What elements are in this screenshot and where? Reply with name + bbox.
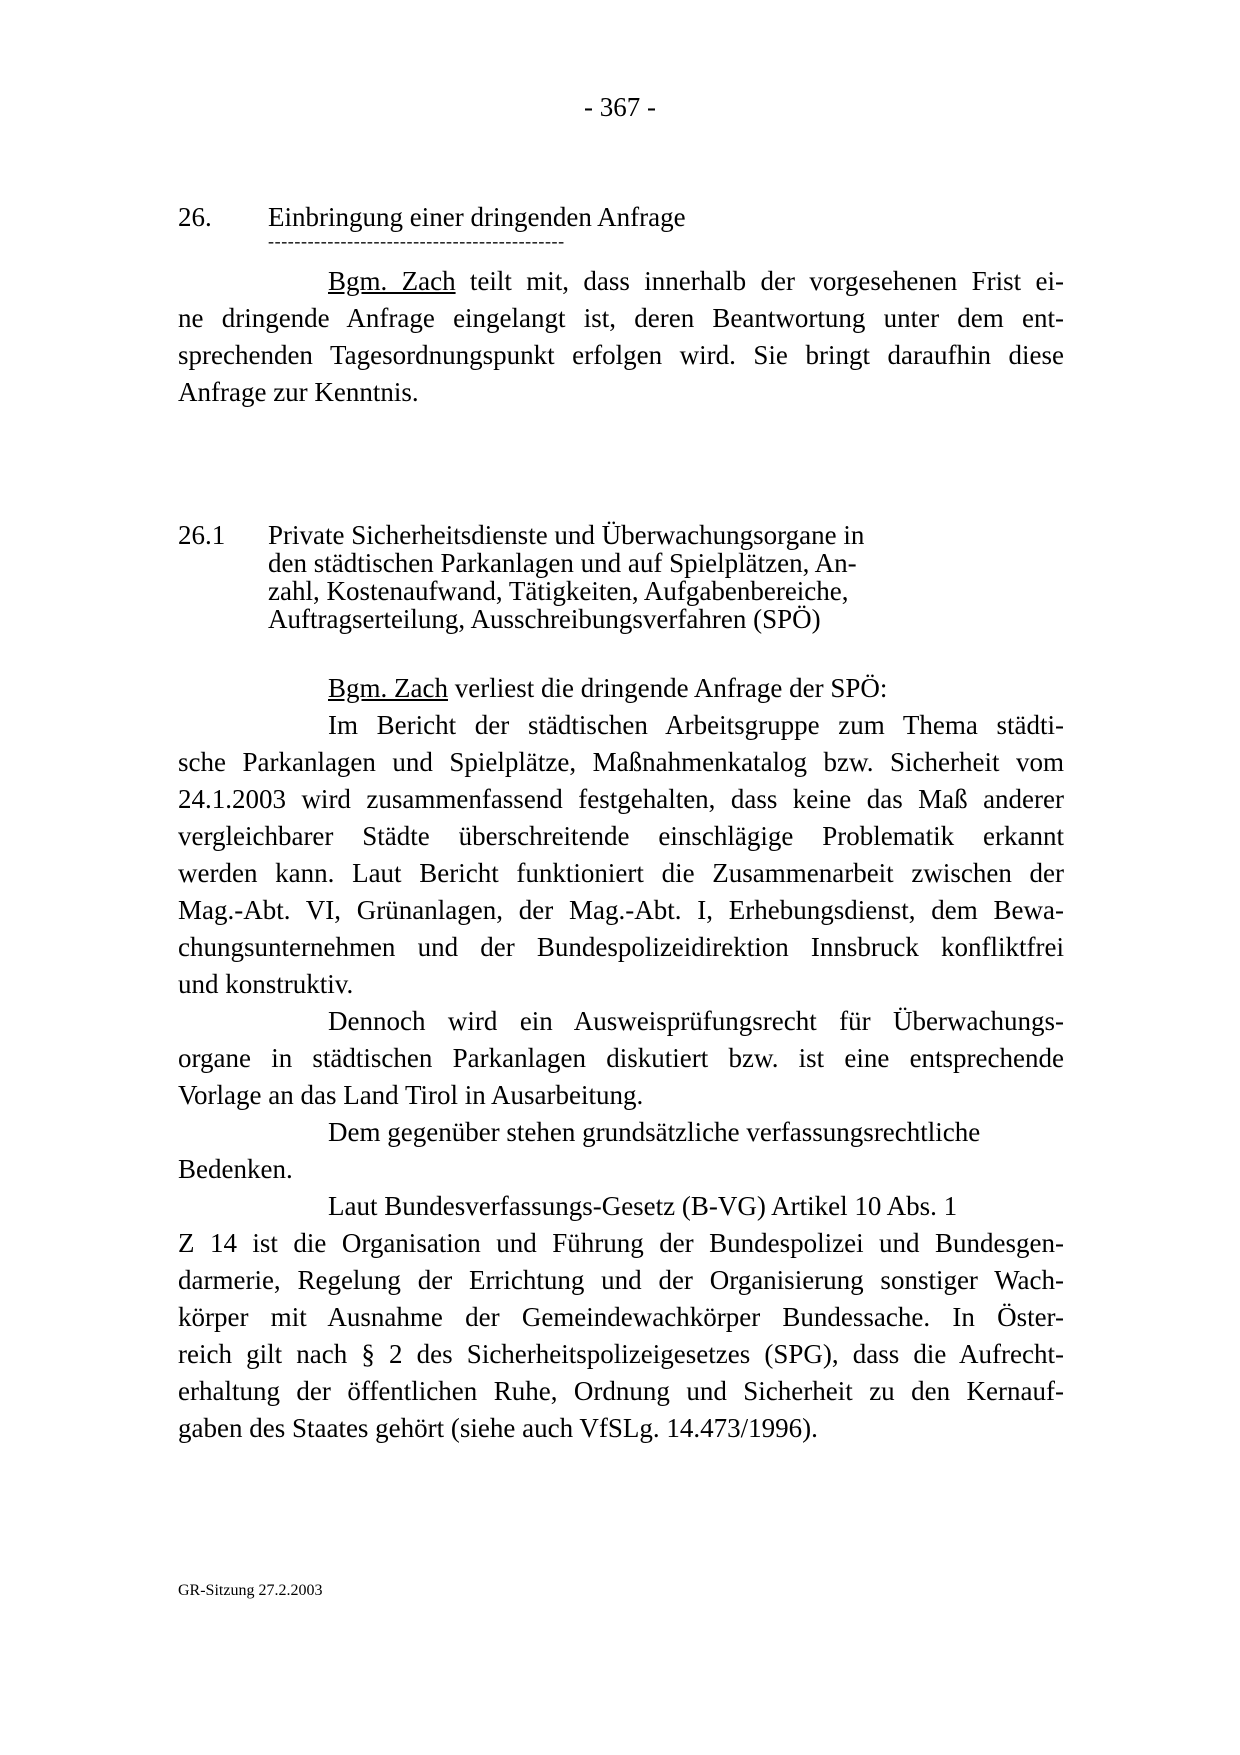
paragraph-line: Laut Bundesverfassungs-Gesetz (B-VG) Artikel 10 Abs. 1 [328,1191,958,1221]
paragraph-line: Bgm. Zach verliest die dringende Anfrage der SPÖ: [328,673,888,703]
paragraph-line: Dem gegenüber stehen grundsätzliche verfassungsrechtliche [328,1117,981,1147]
paragraph-line: Z 14 ist die Organisation und Führung der Bundespolizei und Bundesgen- [178,1228,1064,1258]
page-footer: GR-Sitzung 27.2.2003 [178,1582,323,1599]
paragraph-line: werden kann. Laut Bericht funktioniert die Zusammenarbeit zwischen der [178,858,1064,888]
section-number: 26. [178,202,212,232]
paragraph-line: Bedenken. [178,1154,293,1184]
paragraph-line: 24.1.2003 wird zusammenfassend festgehalten, dass keine das Maß anderer [178,784,1064,814]
paragraph-line: Anfrage zur Kenntnis. [178,377,419,407]
speaker-name: Bgm. Zach [328,673,448,703]
paragraph-line: Im Bericht der städtischen Arbeitsgruppe zum Thema städti- [328,710,1064,740]
paragraph-line: chungsunternehmen und der Bundespolizeidirektion Innsbruck konfliktfrei [178,932,1064,962]
paragraph-line: ne dringende Anfrage eingelangt ist, deren Beantwortung unter dem ent- [178,303,1064,333]
page-number: - 367 - [584,92,656,122]
paragraph-line: sprechenden Tagesordnungspunkt erfolgen wird. Sie bringt daraufhin diese [178,340,1064,370]
section-number: 26.1 [178,520,226,550]
paragraph-line: sche Parkanlagen und Spielplätze, Maßnahmenkatalog bzw. Sicherheit vom [178,747,1064,777]
paragraph-line: körper mit Ausnahme der Gemeindewachkörper Bundessache. In Öster- [178,1302,1064,1332]
paragraph-line: Dennoch wird ein Ausweisprüfungsrecht für Überwachungs- [328,1006,1064,1036]
paragraph-line: erhaltung der öffentlichen Ruhe, Ordnung und Sicherheit zu den Kernauf- [178,1376,1064,1406]
paragraph-line: gaben des Staates gehört (siehe auch VfSLg. 14.473/1996). [178,1413,818,1443]
speaker-name: Bgm. Zach [328,266,456,296]
section-26-1-body [178,670,1064,1447]
paragraph-line: reich gilt nach § 2 des Sicherheitspolizeigesetzes (SPG), dass die Aufrecht- [178,1339,1064,1369]
paragraph-line: vergleichbarer Städte überschreitende einschlägige Problematik erkannt [178,821,1064,851]
paragraph-line: organe in städtischen Parkanlagen diskutiert bzw. ist eine entsprechende [178,1043,1064,1073]
paragraph-line: Vorlage an das Land Tirol in Ausarbeitung. [178,1080,644,1110]
paragraph-line: darmerie, Regelung der Errichtung und der Organisierung sonstiger Wach- [178,1265,1064,1295]
section-title: Einbringung einer dringenden Anfrage [268,202,686,232]
section-title: Private Sicherheitsdienste und Überwachungsorgane in den städtischen Parkanlagen und auf Spielplätzen, An- zahl, Kostenaufwand, Tätigkeiten, Aufgabenbereiche, Auftragserteilung, Ausschreibungsverfahren (SPÖ) [268,520,865,634]
paragraph-line: und konstruktiv. [178,969,354,999]
title-underline-rule: --------------------------------------------- [268,231,565,251]
paragraph-line: Bgm. Zach teilt mit, dass innerhalb der vorgesehenen Frist ei- [328,266,1064,296]
paragraph-line: Mag.-Abt. VI, Grünanlagen, der Mag.-Abt. I, Erhebungsdienst, dem Bewa- [178,895,1064,925]
section-26-paragraph [178,263,1064,411]
